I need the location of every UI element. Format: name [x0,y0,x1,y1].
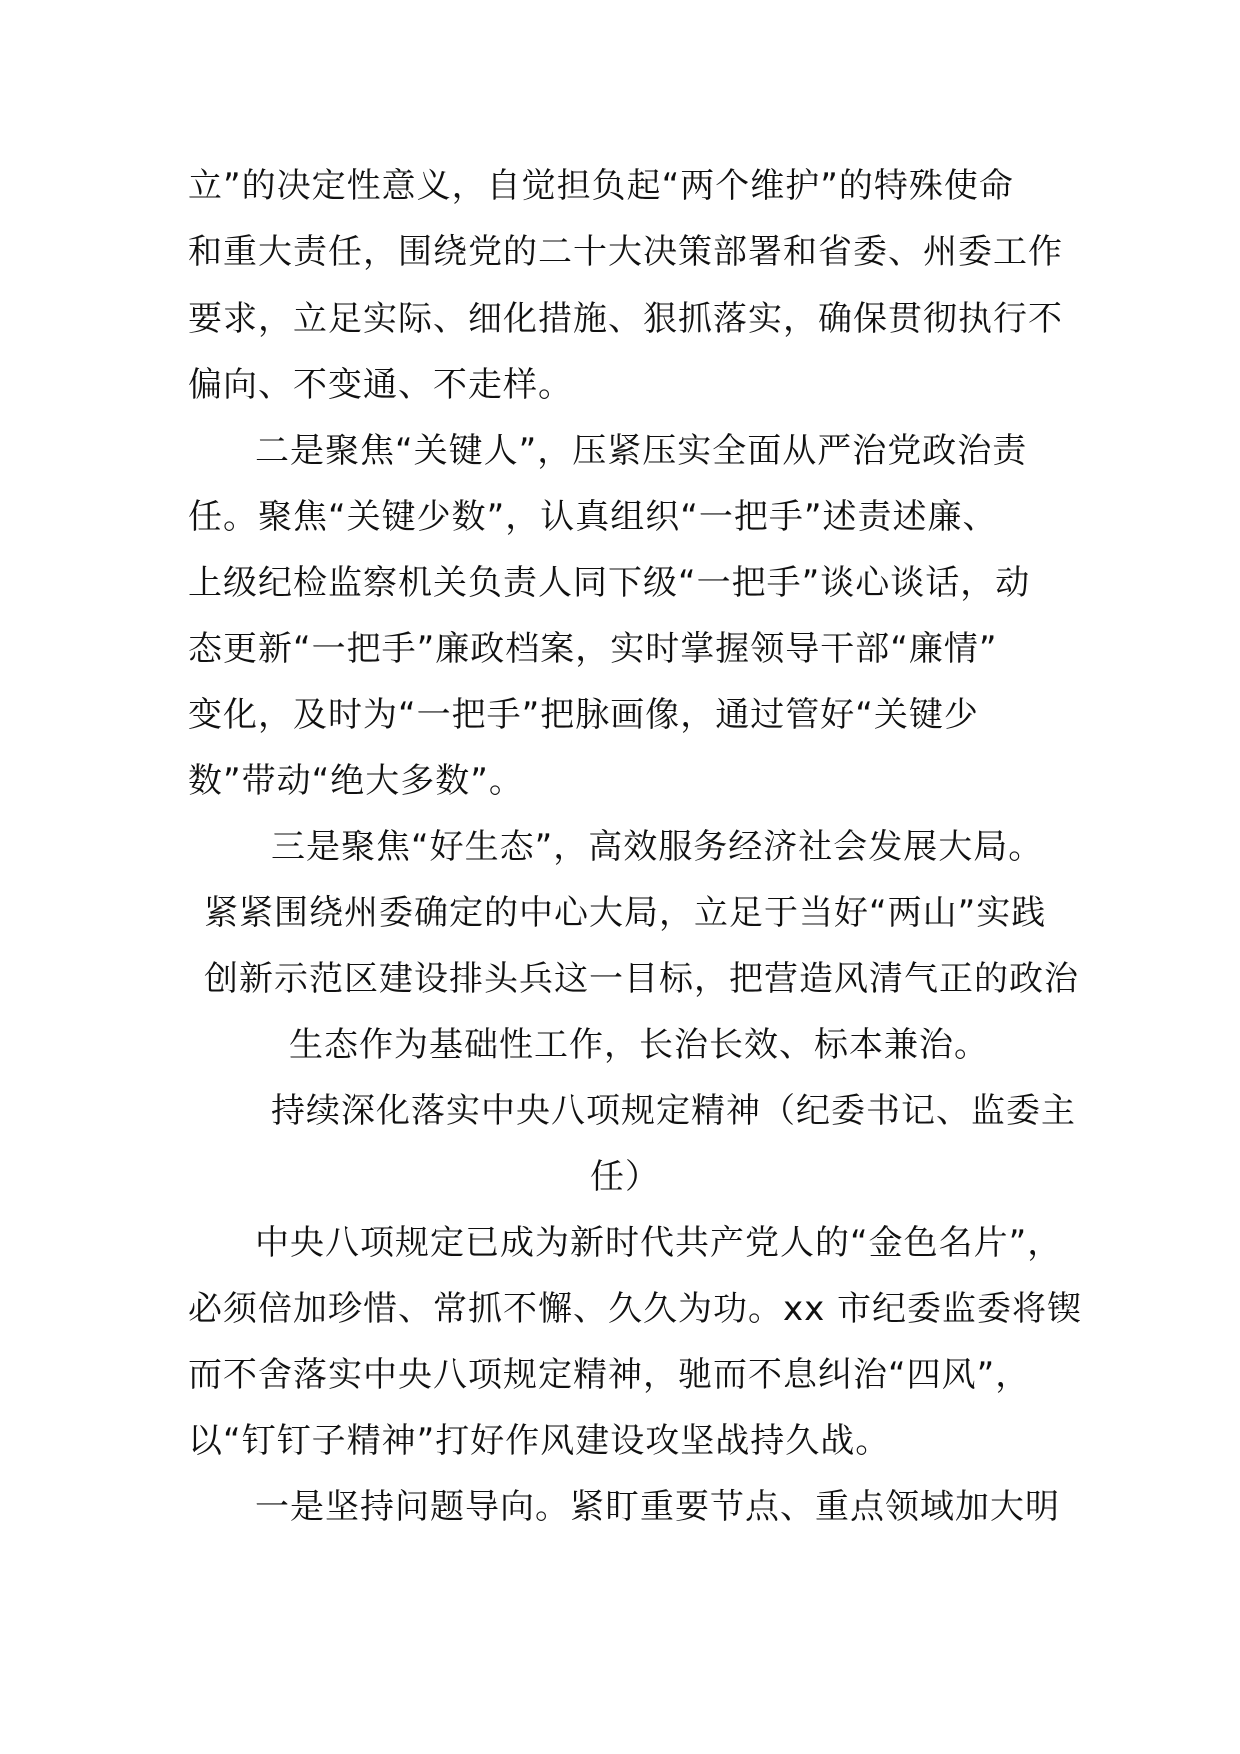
text-line: 必须倍加珍惜、常抓不懈、久久为功。xx 市纪委监委将锲 [188,1289,1083,1329]
text-line: 三是聚焦“好生态”，高效服务经济社会发展大局。 [271,827,1044,867]
text-line: 偏向、不变通、不走样。 [188,365,573,405]
text-line: 二是聚焦“关键人”，压紧压实全面从严治党政治责 [255,431,1028,471]
text-line: 和重大责任，围绕党的二十大决策部署和省委、州委工作 [188,232,1063,272]
text-line: 任。聚焦“关键少数”，认真组织“一把手”述责述廉、 [188,497,998,537]
section-heading: 任） [590,1157,660,1197]
text-line: 上级纪检监察机关负责人同下级“一把手”谈心谈话，动 [188,563,1031,603]
text-line: 数”带动“绝大多数”。 [188,761,524,801]
text-line: 变化，及时为“一把手”把脉画像，通过管好“关键少 [188,695,979,735]
text-line: 一是坚持问题导向。紧盯重要节点、重点领域加大明 [255,1487,1060,1527]
text-line: 紧紧围绕州委确定的中心大局，立足于当好“两山”实践 [204,893,1047,933]
text-line: 创新示范区建设排头兵这一目标，把营造风清气正的政治 [204,959,1079,999]
text-line: 而不舍落实中央八项规定精神，驰而不息纠治“四风”， [188,1355,1031,1395]
text-line: 立”的决定性意义，自觉担负起“两个维护”的特殊使命 [188,166,1014,206]
text-line: 以“钉钉子精神”打好作风建设攻坚战持久战。 [188,1421,891,1461]
text-line: 中央八项规定已成为新时代共产党人的“金色名片”， [255,1223,1063,1263]
text-line: 态更新“一把手”廉政档案，实时掌握领导干部“廉情” [188,629,998,669]
text-line: 生态作为基础性工作，长治长效、标本兼治。 [289,1025,989,1065]
text-line: 要求，立足实际、细化措施、狠抓落实，确保贯彻执行不 [188,299,1063,339]
section-heading: 持续深化落实中央八项规定精神（纪委书记、监委主 [271,1091,1076,1131]
